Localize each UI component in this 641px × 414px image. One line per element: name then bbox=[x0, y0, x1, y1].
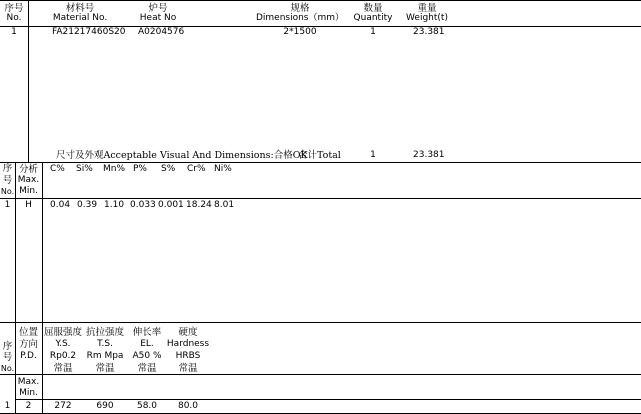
header-heat-cn: 炉号 bbox=[148, 3, 168, 14]
rule-chem-header-bottom bbox=[0, 198, 641, 199]
chem-value-s: 0.001 bbox=[158, 200, 184, 210]
chem-row-type: H bbox=[25, 200, 32, 210]
mech-no-en: No. bbox=[0, 364, 15, 373]
chem-value-si: 0.39 bbox=[77, 200, 98, 210]
mech-ys-temp: 常温 bbox=[53, 363, 73, 374]
chem-col-si: Si% bbox=[76, 164, 93, 174]
header-dims-cn: 规格 bbox=[290, 3, 310, 14]
header-dims-en: Dimensions（mm） bbox=[255, 13, 345, 23]
mech-hardness-temp: 常温 bbox=[178, 363, 198, 374]
visual-dimensions-statement: 尺寸及外观Acceptable Visual And Dimensions:合格OK bbox=[56, 150, 308, 161]
chem-row-no: 1 bbox=[4, 200, 11, 210]
mech-min-label: Min. bbox=[19, 388, 38, 398]
rule-mech-minmax-bottom bbox=[15, 399, 641, 400]
header-material-en: Material No. bbox=[52, 13, 108, 23]
header-weight-cn: 重量 bbox=[417, 3, 437, 14]
header-no-en: No. bbox=[6, 13, 22, 23]
mech-ts-cn: 抗拉强度 bbox=[85, 327, 124, 338]
rule-left-top bbox=[28, 0, 29, 162]
chem-max-label: Max. bbox=[17, 175, 40, 185]
mech-row-pos: 2 bbox=[25, 401, 32, 411]
mech-ys-cn: 屈服强度 bbox=[43, 327, 82, 338]
mech-pos-cn-1: 位置 bbox=[18, 327, 38, 338]
total-label: 合计Total bbox=[298, 150, 341, 161]
mech-el-en: EL. bbox=[140, 339, 154, 349]
rule-chem-col2 bbox=[42, 162, 43, 322]
mech-value-el: 58.0 bbox=[136, 401, 158, 411]
mech-no-cn-1: 序 bbox=[2, 341, 13, 352]
mech-ys-en: Y.S. bbox=[55, 339, 71, 349]
item-material: FA21217460S20 bbox=[52, 27, 126, 37]
item-heat: A0204576 bbox=[138, 27, 185, 37]
mech-value-hardness: 80.0 bbox=[177, 401, 199, 411]
header-qty-en: Quantity bbox=[353, 13, 393, 23]
mech-ys-unit: Rp0.2 bbox=[49, 351, 77, 361]
chem-analysis-cn: 分析 bbox=[18, 164, 38, 175]
rule-mech-header-bottom bbox=[0, 374, 641, 375]
mech-el-cn: 伸长率 bbox=[132, 327, 162, 338]
mech-value-ts: 690 bbox=[96, 401, 114, 411]
chem-value-p: 0.033 bbox=[130, 200, 156, 210]
total-weight: 23.381 bbox=[413, 150, 445, 160]
item-no: 1 bbox=[11, 27, 17, 37]
mech-hardness-cn: 硬度 bbox=[178, 327, 198, 338]
mech-ts-temp: 常温 bbox=[95, 363, 115, 374]
mech-ts-unit: Rm Mpa bbox=[86, 351, 124, 361]
header-weight-en: Weight(t) bbox=[406, 13, 448, 23]
chem-col-s: S% bbox=[161, 164, 176, 174]
chem-col-mn: Mn% bbox=[103, 164, 126, 174]
mech-pos-en: P.D. bbox=[20, 351, 37, 361]
header-material-cn: 材料号 bbox=[65, 3, 95, 14]
chem-value-ni: 8.01 bbox=[214, 200, 235, 210]
header-qty-cn: 数量 bbox=[363, 3, 383, 14]
item-weight: 23.381 bbox=[413, 27, 445, 37]
mech-value-ys: 272 bbox=[54, 401, 72, 411]
rule-chem-bottom bbox=[0, 322, 641, 323]
header-heat-en: Heat No bbox=[139, 13, 177, 23]
chem-col-c: C% bbox=[50, 164, 65, 174]
mech-no-cn-2: 号 bbox=[2, 352, 13, 363]
mech-hardness-en: Hardness bbox=[166, 339, 210, 349]
mech-el-temp: 常温 bbox=[137, 363, 157, 374]
item-dims: 2*1500 bbox=[283, 27, 317, 37]
mech-el-unit: A50 % bbox=[132, 351, 162, 361]
total-qty: 1 bbox=[370, 150, 376, 160]
chem-no-cn: 序号 bbox=[2, 163, 13, 186]
item-qty: 1 bbox=[370, 27, 376, 37]
chem-col-cr: Cr% bbox=[187, 164, 206, 174]
mech-pos-cn-2: 方向 bbox=[18, 339, 38, 350]
mech-max-label: Max. bbox=[17, 377, 40, 387]
chem-value-mn: 1.10 bbox=[104, 200, 125, 210]
mech-row-no: 1 bbox=[4, 401, 11, 411]
chem-min-label: Min. bbox=[19, 186, 38, 196]
chem-col-ni: Ni% bbox=[214, 164, 232, 174]
mech-ts-en: T.S. bbox=[97, 339, 113, 349]
chem-value-cr: 18.24 bbox=[186, 200, 212, 210]
chem-no-en: No. bbox=[0, 187, 15, 196]
chem-col-p: P% bbox=[133, 164, 147, 174]
rule-top bbox=[0, 0, 641, 1]
mech-hardness-unit: HRBS bbox=[175, 351, 201, 361]
chem-value-c: 0.04 bbox=[50, 200, 71, 210]
header-no-cn: 序号 bbox=[4, 3, 24, 14]
rule-section1-bottom bbox=[0, 162, 641, 163]
